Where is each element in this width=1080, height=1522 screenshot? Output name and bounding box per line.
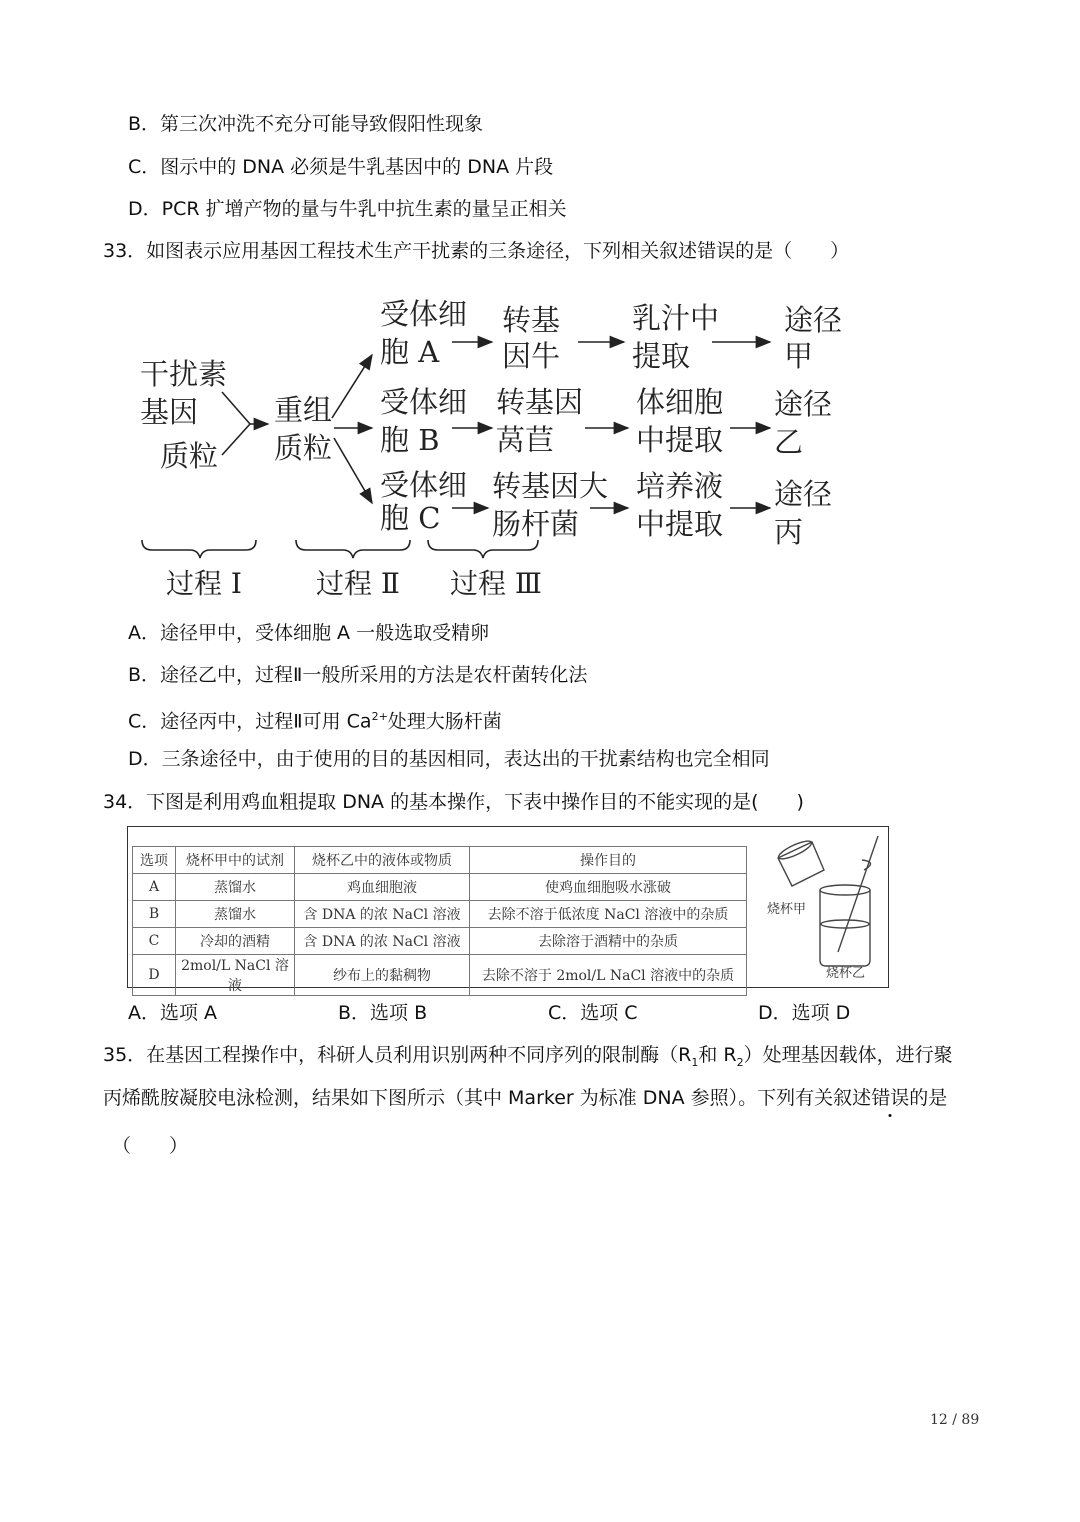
table-cell: 去除不溶于 2mol/L NaCl 溶液中的杂质 <box>470 955 747 996</box>
table-header: 操作目的 <box>470 847 747 874</box>
diagram-cell-a-line1: 受体细 <box>380 297 468 331</box>
diagram-gene-line1: 干扰素 <box>140 357 228 391</box>
emphasis-word: 错误 <box>871 1087 910 1109</box>
table-header: 烧杯甲中的试剂 <box>176 847 295 874</box>
q33-option-d: D．三条途径中，由于使用的目的基因相同，表达出的干扰素结构也完全相同 <box>128 748 770 770</box>
diagram-process-3: 过程 Ⅲ <box>450 567 542 600</box>
table-header: 选项 <box>133 847 176 874</box>
diagram-extract-cell-line2: 中提取 <box>636 423 724 457</box>
diagram-route-c-line1: 途径 <box>774 477 833 511</box>
q34-option-c: C．选项 C <box>548 1002 638 1024</box>
table-cell: 去除不溶于低浓度 NaCl 溶液中的杂质 <box>470 901 747 928</box>
table-cell: 蒸馏水 <box>176 901 295 928</box>
diagram-cell-b-line2: 胞 B <box>380 423 440 457</box>
diagram-extract-milk-line1: 乳汁中 <box>632 301 720 335</box>
diagram-cell-a-line2: 胞 A <box>380 335 440 369</box>
diagram-organism-lettuce-line1: 转基因 <box>496 385 584 419</box>
diagram-organism-ecoli-line1: 转基因大 <box>492 469 609 503</box>
diagram-gene-line2: 基因 <box>140 395 199 429</box>
q34-option-d: D．选项 D <box>758 1002 851 1024</box>
table-header-row <box>133 847 747 874</box>
diagram-extract-cell-line1: 体细胞 <box>636 385 724 419</box>
diagram-cell-b-line1: 受体细 <box>380 385 468 419</box>
diagram-process-1: 过程 Ⅰ <box>166 567 242 600</box>
diagram-route-a-line2: 甲 <box>784 339 814 373</box>
diagram-route-b-line2: 乙 <box>774 425 804 459</box>
diagram-recombinant-line2: 质粒 <box>274 431 333 465</box>
diagram-cell-c-line2: 胞 C <box>380 501 441 535</box>
q32-option-b: B．第三次冲洗不充分可能导致假阳性现象 <box>128 113 484 135</box>
diagram-route-c-line2: 丙 <box>774 515 804 549</box>
diagram-organism-lettuce-line2: 莴苣 <box>496 423 555 457</box>
table-cell: D <box>133 955 176 996</box>
diagram-organism-ecoli-line2: 肠杆菌 <box>492 507 580 541</box>
beaker-b-label: 烧杯乙 <box>826 966 866 981</box>
table-cell: 蒸馏水 <box>176 874 295 901</box>
table-cell: 去除溶于酒精中的杂质 <box>470 928 747 955</box>
diagram-organism-cow-line2: 因牛 <box>502 339 561 373</box>
diagram-route-b-line1: 途径 <box>774 387 833 421</box>
diagram-route-a-line1: 途径 <box>784 303 843 337</box>
table-cell: A <box>133 874 176 901</box>
table-cell: B <box>133 901 176 928</box>
q33-option-a: A．途径甲中，受体细胞 A 一般选取受精卵 <box>128 622 490 644</box>
table-cell: C <box>133 928 176 955</box>
table-row <box>133 928 747 955</box>
diagram-extract-medium-line2: 中提取 <box>636 507 724 541</box>
q33-option-b: B．途径乙中，过程Ⅱ一般所采用的方法是农杆菌转化法 <box>128 664 588 686</box>
diagram-plasmid: 质粒 <box>160 439 219 473</box>
table-cell: 2mol/L NaCl 溶液 <box>176 955 295 996</box>
diagram-extract-medium-line1: 培养液 <box>636 469 724 503</box>
q33-stem: 33．如图表示应用基因工程技术生产干扰素的三条途径，下列相关叙述错误的是（ ） <box>103 240 850 262</box>
table-cell: 冷却的酒精 <box>176 928 295 955</box>
q33-option-c: C．途径丙中，过程Ⅱ可用 $Ca^{2+}$处理大肠杆菌 <box>128 710 502 733</box>
table-row <box>133 901 747 928</box>
q34-table <box>132 846 747 996</box>
diagram-recombinant-line1: 重组 <box>274 393 333 427</box>
beaker-a-label: 烧杯甲 <box>767 902 807 917</box>
q34-stem: 34．下图是利用鸡血粗提取 DNA 的基本操作，下表中操作目的不能实现的是( ) <box>103 791 804 813</box>
q34-option-a: A．选项 A <box>128 1002 218 1024</box>
table-cell: 含 DNA 的浓 NaCl 溶液 <box>295 928 470 955</box>
diagram-extract-milk-line2: 提取 <box>632 339 691 373</box>
table-cell: 纱布上的黏稠物 <box>295 955 470 996</box>
q32-option-d: D．PCR 扩增产物的量与牛乳中抗生素的量呈正相关 <box>128 198 567 220</box>
diagram-organism-cow-line1: 转基 <box>502 303 561 337</box>
q35-stem-line1: 35．在基因工程操作中，科研人员利用识别两种不同序列的限制酶（$R_1$和 $R_2$）处理基因载体，进行聚 <box>103 1044 953 1069</box>
table-row <box>133 874 747 901</box>
table-row <box>133 955 747 996</box>
table-cell: 鸡血细胞液 <box>295 874 470 901</box>
page-number: 12 / 89 <box>930 1412 980 1428</box>
diagram-cell-c-line1: 受体细 <box>380 468 468 502</box>
table-cell: 使鸡血细胞吸水涨破 <box>470 874 747 901</box>
q35-stem-line2: 丙烯酰胺凝胶电泳检测，结果如下图所示（其中 Marker 为标准 DNA 参照）。下列有关叙述错误的是 <box>103 1087 948 1109</box>
q34-option-b: B．选项 B <box>338 1002 428 1024</box>
table-header: 烧杯乙中的液体或物质 <box>295 847 470 874</box>
q35-answer-blank: （ ） <box>112 1135 189 1157</box>
q32-option-c: C．图示中的 DNA 必须是牛乳基因中的 DNA 片段 <box>128 156 554 178</box>
table-cell: 含 DNA 的浓 NaCl 溶液 <box>295 901 470 928</box>
diagram-process-2: 过程 Ⅱ <box>316 567 400 600</box>
